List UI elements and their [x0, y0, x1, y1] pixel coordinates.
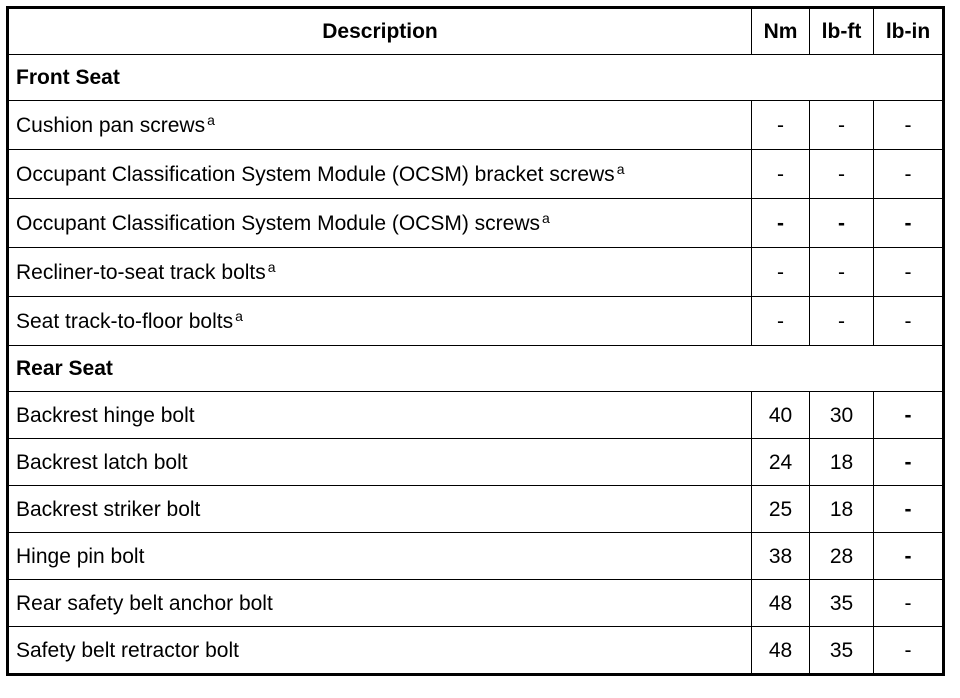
table-row	[8, 297, 944, 346]
row-value-lbin: -	[874, 533, 944, 580]
row-value-nm: 40	[752, 392, 810, 439]
row-value-nm: 25	[752, 486, 810, 533]
row-description: Seat track-to-floor bolts $^a$	[8, 297, 752, 346]
row-value-lbft: 18	[810, 439, 874, 486]
table-row	[8, 486, 944, 533]
row-value-lbin: -	[874, 248, 944, 297]
row-value-nm: -	[752, 150, 810, 199]
row-value-nm: -	[752, 248, 810, 297]
row-value-nm: 48	[752, 580, 810, 627]
footnote-marker: a	[616, 160, 625, 177]
row-value-lbin: -	[874, 392, 944, 439]
row-value-nm: -	[752, 101, 810, 150]
column-header-lbft: lb-ft	[810, 8, 874, 55]
row-value-lbin: -	[874, 580, 944, 627]
row-value-lbft: 35	[810, 627, 874, 675]
row-value-lbin: -	[874, 627, 944, 675]
column-header-description: Description	[8, 8, 752, 55]
table-row	[8, 392, 944, 439]
table-row	[8, 533, 944, 580]
section-row-rear-seat	[8, 346, 944, 392]
row-value-nm: -	[752, 297, 810, 346]
row-description: Hinge pin bolt	[8, 533, 752, 580]
table-row	[8, 101, 944, 150]
row-value-nm: 48	[752, 627, 810, 675]
row-value-lbft: -	[810, 248, 874, 297]
header-row	[8, 8, 944, 55]
row-value-lbin: -	[874, 486, 944, 533]
row-value-lbin: -	[874, 199, 944, 248]
row-value-lbft: 30	[810, 392, 874, 439]
table-row	[8, 199, 944, 248]
row-description: Backrest striker bolt	[8, 486, 752, 533]
row-value-lbft: -	[810, 101, 874, 150]
row-value-lbft: 18	[810, 486, 874, 533]
section-title: Rear Seat	[8, 346, 944, 392]
row-description: Safety belt retractor bolt	[8, 627, 752, 675]
footnote-marker: a	[207, 111, 215, 128]
row-description: Rear safety belt anchor bolt	[8, 580, 752, 627]
row-value-lbft: -	[810, 150, 874, 199]
column-header-lbin: lb-in	[874, 8, 944, 55]
row-value-lbft: 28	[810, 533, 874, 580]
column-header-nm: Nm	[752, 8, 810, 55]
table-row	[8, 580, 944, 627]
row-description: Backrest latch bolt	[8, 439, 752, 486]
row-description: Backrest hinge bolt	[8, 392, 752, 439]
row-value-lbin: -	[874, 297, 944, 346]
row-value-lbft: -	[810, 297, 874, 346]
table-row	[8, 248, 944, 297]
row-value-lbin: -	[874, 439, 944, 486]
section-title: Front Seat	[8, 55, 944, 101]
row-value-lbin: -	[874, 150, 944, 199]
torque-specification-table	[6, 6, 945, 676]
row-value-lbft: -	[810, 199, 874, 248]
row-value-lbin: -	[874, 101, 944, 150]
footnote-marker: a	[267, 258, 276, 275]
footnote-marker: a	[542, 209, 550, 226]
footnote-marker: a	[235, 307, 243, 324]
row-description: Occupant Classification System Module (OCSM) screws $^a$	[8, 199, 752, 248]
row-value-nm: 38	[752, 533, 810, 580]
row-value-lbft: 35	[810, 580, 874, 627]
section-row-front-seat	[8, 55, 944, 101]
table-row	[8, 439, 944, 486]
row-description: Occupant Classification System Module (OCSM) bracket screws $^a$	[8, 150, 752, 199]
table-row	[8, 627, 944, 675]
row-description: Recliner-to-seat track bolts $^a$	[8, 248, 752, 297]
row-value-nm: 24	[752, 439, 810, 486]
table-row	[8, 150, 944, 199]
row-value-nm: -	[752, 199, 810, 248]
row-description: Cushion pan screws $^a$	[8, 101, 752, 150]
